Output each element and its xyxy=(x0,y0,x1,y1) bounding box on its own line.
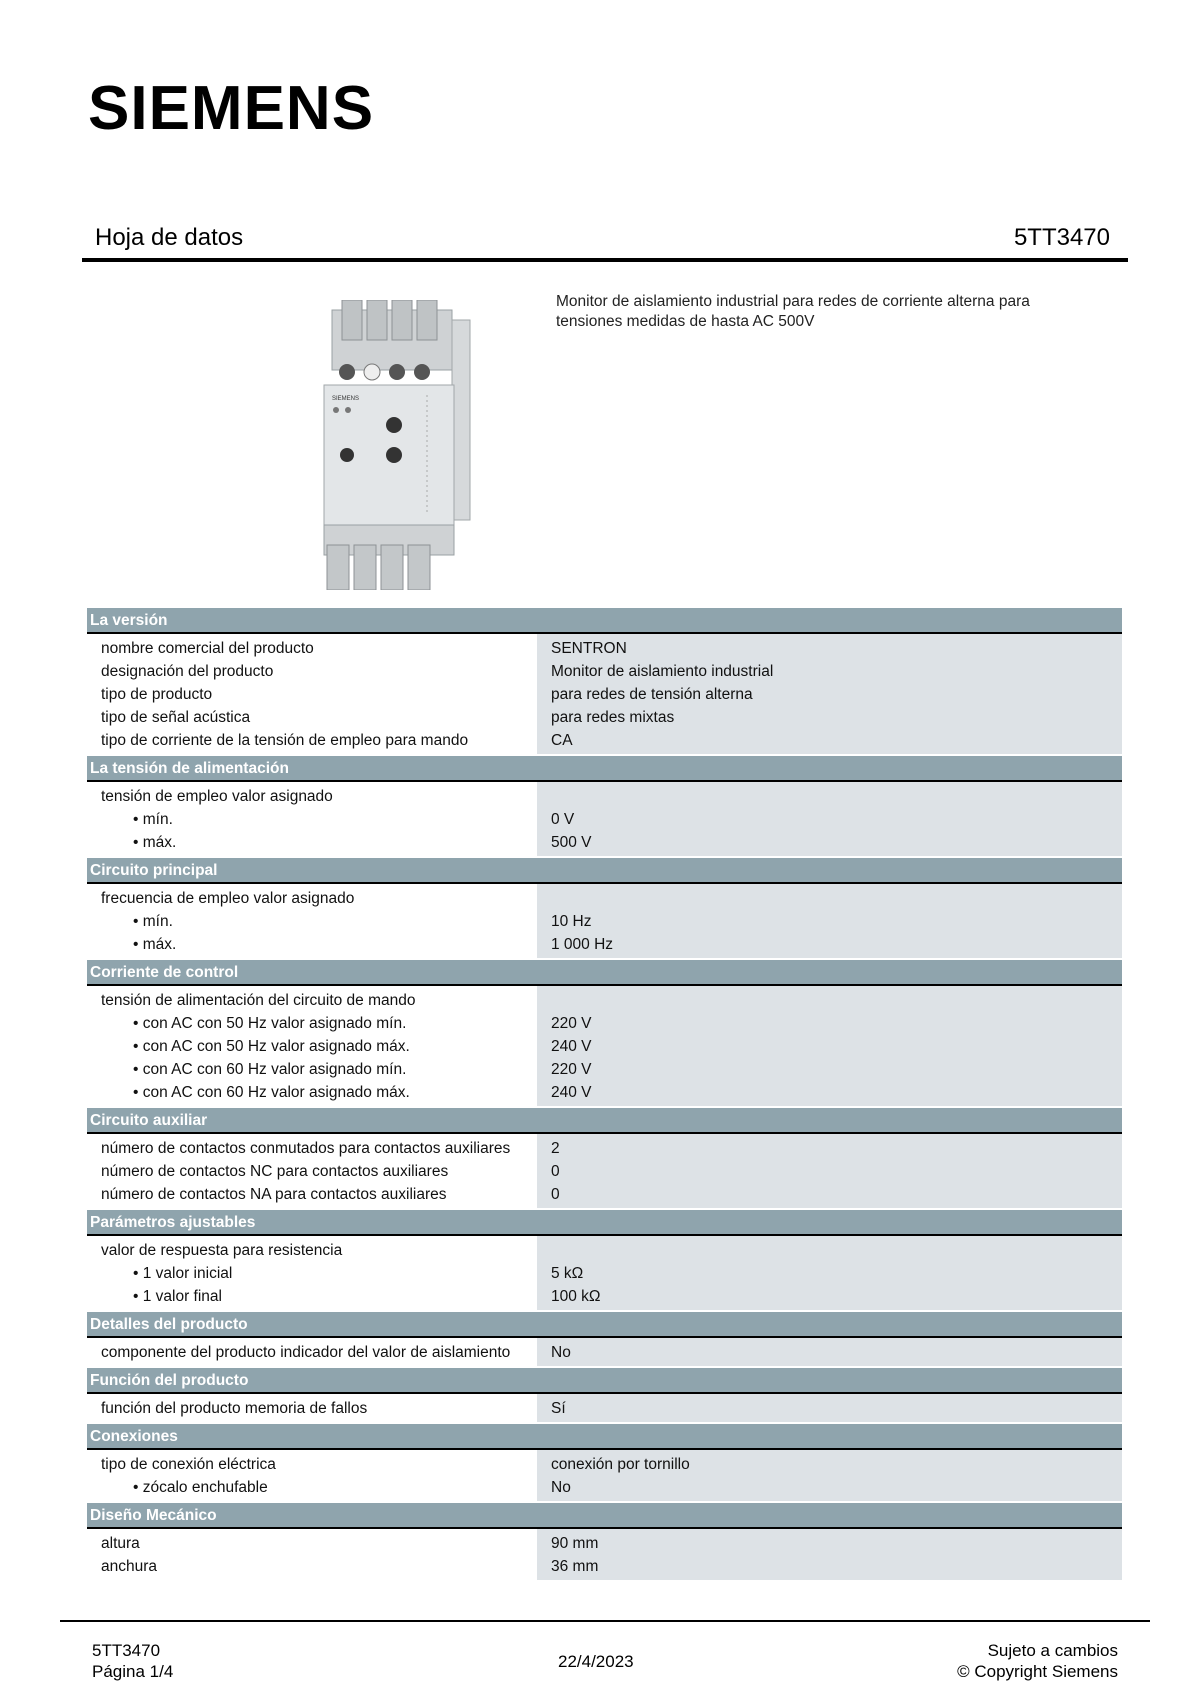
spec-value: 100 kΩ xyxy=(537,1284,1122,1310)
spec-row xyxy=(87,1134,1122,1159)
spec-row xyxy=(87,1394,1122,1422)
spec-label: • con AC con 50 Hz valor asignado mín. xyxy=(133,1015,407,1032)
spec-label: • máx. xyxy=(133,834,177,851)
spec-row xyxy=(87,1159,1122,1182)
footer-left xyxy=(92,1640,173,1682)
spec-label: • con AC con 50 Hz valor asignado máx. xyxy=(133,1038,410,1055)
spec-label: tipo de señal acústica xyxy=(101,709,251,726)
section-header: Parámetros ajustables xyxy=(87,1210,1122,1236)
spec-label: número de contactos NC para contactos auxiliares xyxy=(101,1163,449,1180)
spec-row xyxy=(87,659,1122,682)
spec-value: 220 V xyxy=(537,1011,1122,1034)
section-header: Conexiones xyxy=(87,1424,1122,1450)
spec-value: 500 V xyxy=(537,830,1122,856)
spec-label: • con AC con 60 Hz valor asignado mín. xyxy=(133,1061,407,1078)
spec-section xyxy=(87,1108,1122,1208)
spec-value xyxy=(537,1236,1122,1261)
spec-table xyxy=(87,608,1122,1580)
spec-row xyxy=(87,1450,1122,1475)
spec-row xyxy=(87,830,1122,856)
spec-label: nombre comercial del producto xyxy=(101,640,314,657)
spec-row xyxy=(87,986,1122,1011)
section-header: Circuito auxiliar xyxy=(87,1108,1122,1134)
spec-row xyxy=(87,682,1122,705)
spec-label: número de contactos conmutados para contactos auxiliares xyxy=(101,1140,511,1157)
spec-value: 240 V xyxy=(537,1080,1122,1106)
spec-row xyxy=(87,634,1122,659)
spec-row xyxy=(87,1338,1122,1366)
section-header: La versión xyxy=(87,608,1122,634)
spec-value: 240 V xyxy=(537,1034,1122,1057)
spec-label: función del producto memoria de fallos xyxy=(101,1400,368,1417)
product-description: Monitor de aislamiento industrial para redes de corriente alterna para tensiones medidas de hasta AC 500V xyxy=(556,293,1030,330)
spec-value xyxy=(537,986,1122,1011)
spec-row xyxy=(87,884,1122,909)
spec-value: 0 xyxy=(537,1182,1122,1208)
spec-row xyxy=(87,782,1122,807)
section-header: Detalles del producto xyxy=(87,1312,1122,1338)
spec-label: • 1 valor final xyxy=(133,1288,222,1305)
spec-row xyxy=(87,909,1122,932)
footer-date: 22/4/2023 xyxy=(558,1652,634,1671)
spec-value: para redes de tensión alterna xyxy=(537,682,1122,705)
spec-label: • mín. xyxy=(133,811,173,828)
product-image xyxy=(312,300,474,590)
spec-label: • zócalo enchufable xyxy=(133,1479,268,1496)
spec-label: tipo de producto xyxy=(101,686,213,703)
title-divider xyxy=(82,258,1128,262)
spec-value: No xyxy=(537,1338,1122,1366)
spec-section xyxy=(87,1424,1122,1501)
spec-value: 220 V xyxy=(537,1057,1122,1080)
spec-section xyxy=(87,1503,1122,1580)
spec-row xyxy=(87,807,1122,830)
spec-label: • con AC con 60 Hz valor asignado máx. xyxy=(133,1084,410,1101)
spec-label: • 1 valor inicial xyxy=(133,1265,233,1282)
footer-copyright: © Copyright Siemens xyxy=(957,1662,1118,1681)
spec-row xyxy=(87,1057,1122,1080)
spec-value: Monitor de aislamiento industrial xyxy=(537,659,1122,682)
spec-row xyxy=(87,1554,1122,1580)
footer-page: Página 1/4 xyxy=(92,1662,174,1681)
spec-value: conexión por tornillo xyxy=(537,1450,1122,1475)
spec-label: tensión de alimentación del circuito de mando xyxy=(101,992,416,1009)
spec-value: 90 mm xyxy=(537,1529,1122,1554)
spec-section xyxy=(87,1312,1122,1366)
spec-label: valor de respuesta para resistencia xyxy=(101,1242,343,1259)
spec-label: tipo de corriente de la tensión de empleo para mando xyxy=(101,732,469,749)
document-title: Hoja de datos xyxy=(95,224,244,251)
spec-label: • mín. xyxy=(133,913,173,930)
svg-text:SIEMENS: SIEMENS xyxy=(332,396,360,402)
spec-value: 10 Hz xyxy=(537,909,1122,932)
spec-row xyxy=(87,1182,1122,1208)
spec-section xyxy=(87,1368,1122,1422)
spec-section xyxy=(87,1210,1122,1310)
spec-label: tensión de empleo valor asignado xyxy=(101,788,333,805)
spec-value: para redes mixtas xyxy=(537,705,1122,728)
section-header: Función del producto xyxy=(87,1368,1122,1394)
spec-label: número de contactos NA para contactos auxiliares xyxy=(101,1186,447,1203)
spec-section xyxy=(87,756,1122,856)
spec-section xyxy=(87,960,1122,1106)
spec-row xyxy=(87,1261,1122,1284)
spec-row xyxy=(87,1475,1122,1501)
spec-value xyxy=(537,884,1122,909)
spec-section xyxy=(87,858,1122,958)
spec-row xyxy=(87,1011,1122,1034)
spec-label: tipo de conexión eléctrica xyxy=(101,1456,276,1473)
spec-value: SENTRON xyxy=(537,634,1122,659)
spec-value: 1 000 Hz xyxy=(537,932,1122,958)
spec-label: • máx. xyxy=(133,936,177,953)
spec-label: anchura xyxy=(101,1558,158,1575)
spec-value: No xyxy=(537,1475,1122,1501)
footer-notice: Sujeto a cambios xyxy=(987,1641,1118,1660)
footer-code: 5TT3470 xyxy=(92,1641,161,1660)
spec-value: 2 xyxy=(537,1134,1122,1159)
spec-row xyxy=(87,932,1122,958)
spec-row xyxy=(87,728,1122,754)
spec-row xyxy=(87,705,1122,728)
spec-row xyxy=(87,1284,1122,1310)
spec-label: designación del producto xyxy=(101,663,274,680)
section-header: Diseño Mecánico xyxy=(87,1503,1122,1529)
spec-row xyxy=(87,1529,1122,1554)
spec-value: 0 xyxy=(537,1159,1122,1182)
spec-label: altura xyxy=(101,1535,140,1552)
spec-label: frecuencia de empleo valor asignado xyxy=(101,890,355,907)
section-header: Circuito principal xyxy=(87,858,1122,884)
spec-value: 0 V xyxy=(537,807,1122,830)
spec-label: componente del producto indicador del valor de aislamiento xyxy=(101,1344,511,1361)
spec-section xyxy=(87,608,1122,754)
spec-value xyxy=(537,782,1122,807)
spec-value: Sí xyxy=(537,1394,1122,1422)
siemens-logo: SIEMENS xyxy=(88,74,375,143)
spec-value: 36 mm xyxy=(537,1554,1122,1580)
product-code: 5TT3470 xyxy=(1013,224,1110,251)
section-header: Corriente de control xyxy=(87,960,1122,986)
spec-value: 5 kΩ xyxy=(537,1261,1122,1284)
spec-row xyxy=(87,1236,1122,1261)
spec-row xyxy=(87,1034,1122,1057)
spec-value: CA xyxy=(537,728,1122,754)
footer-right xyxy=(957,1640,1118,1682)
section-header: La tensión de alimentación xyxy=(87,756,1122,782)
spec-row xyxy=(87,1080,1122,1106)
footer-divider xyxy=(60,1620,1150,1622)
